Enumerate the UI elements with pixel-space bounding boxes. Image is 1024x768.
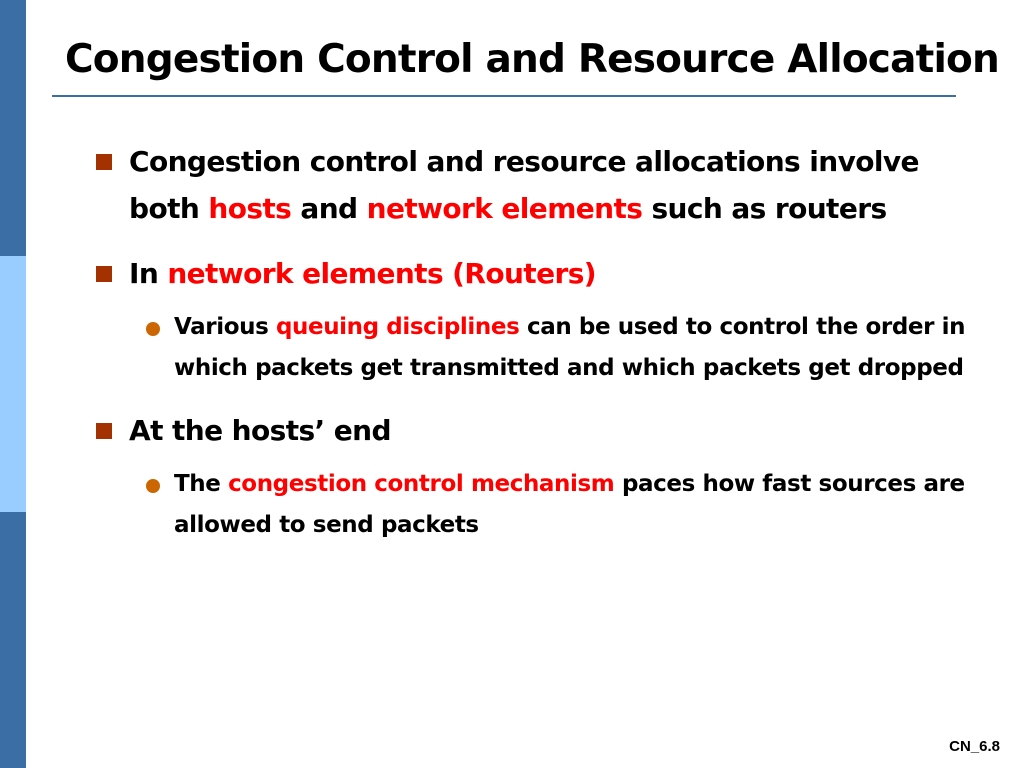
sub-bullet-item: The congestion control mechanism paces how fast sources are allowed to send packets: [96, 464, 996, 546]
bullet-item: At the hosts’ end: [96, 407, 996, 454]
highlight-text: network elements: [366, 192, 643, 225]
highlight-text: network elements (Routers): [167, 257, 596, 290]
highlight-text: congestion control mechanism: [228, 471, 615, 497]
side-bar-middle: [0, 256, 26, 512]
side-bar-top: [0, 0, 26, 256]
slide-number: CN_6.8: [949, 738, 1000, 755]
round-bullet-icon: [146, 479, 160, 493]
bullet-item: In network elements (Routers): [96, 250, 996, 297]
round-bullet-icon: [146, 322, 160, 336]
square-bullet-icon: [96, 154, 112, 170]
title-divider: [52, 95, 956, 97]
slide-title: Congestion Control and Resource Allocation: [64, 37, 1000, 82]
bullet-item: Congestion control and resource allocations involve both hosts and network elements such as routers: [96, 138, 996, 232]
square-bullet-icon: [96, 423, 112, 439]
highlight-text: hosts: [208, 192, 292, 225]
highlight-text: queuing disciplines: [275, 314, 520, 340]
square-bullet-icon: [96, 266, 112, 282]
side-bar-bottom: [0, 512, 26, 768]
sub-bullet-item: Various queuing disciplines can be used to control the order in which packets get transmitted and which packets get dropped: [96, 307, 996, 389]
slide-content: [96, 138, 996, 564]
